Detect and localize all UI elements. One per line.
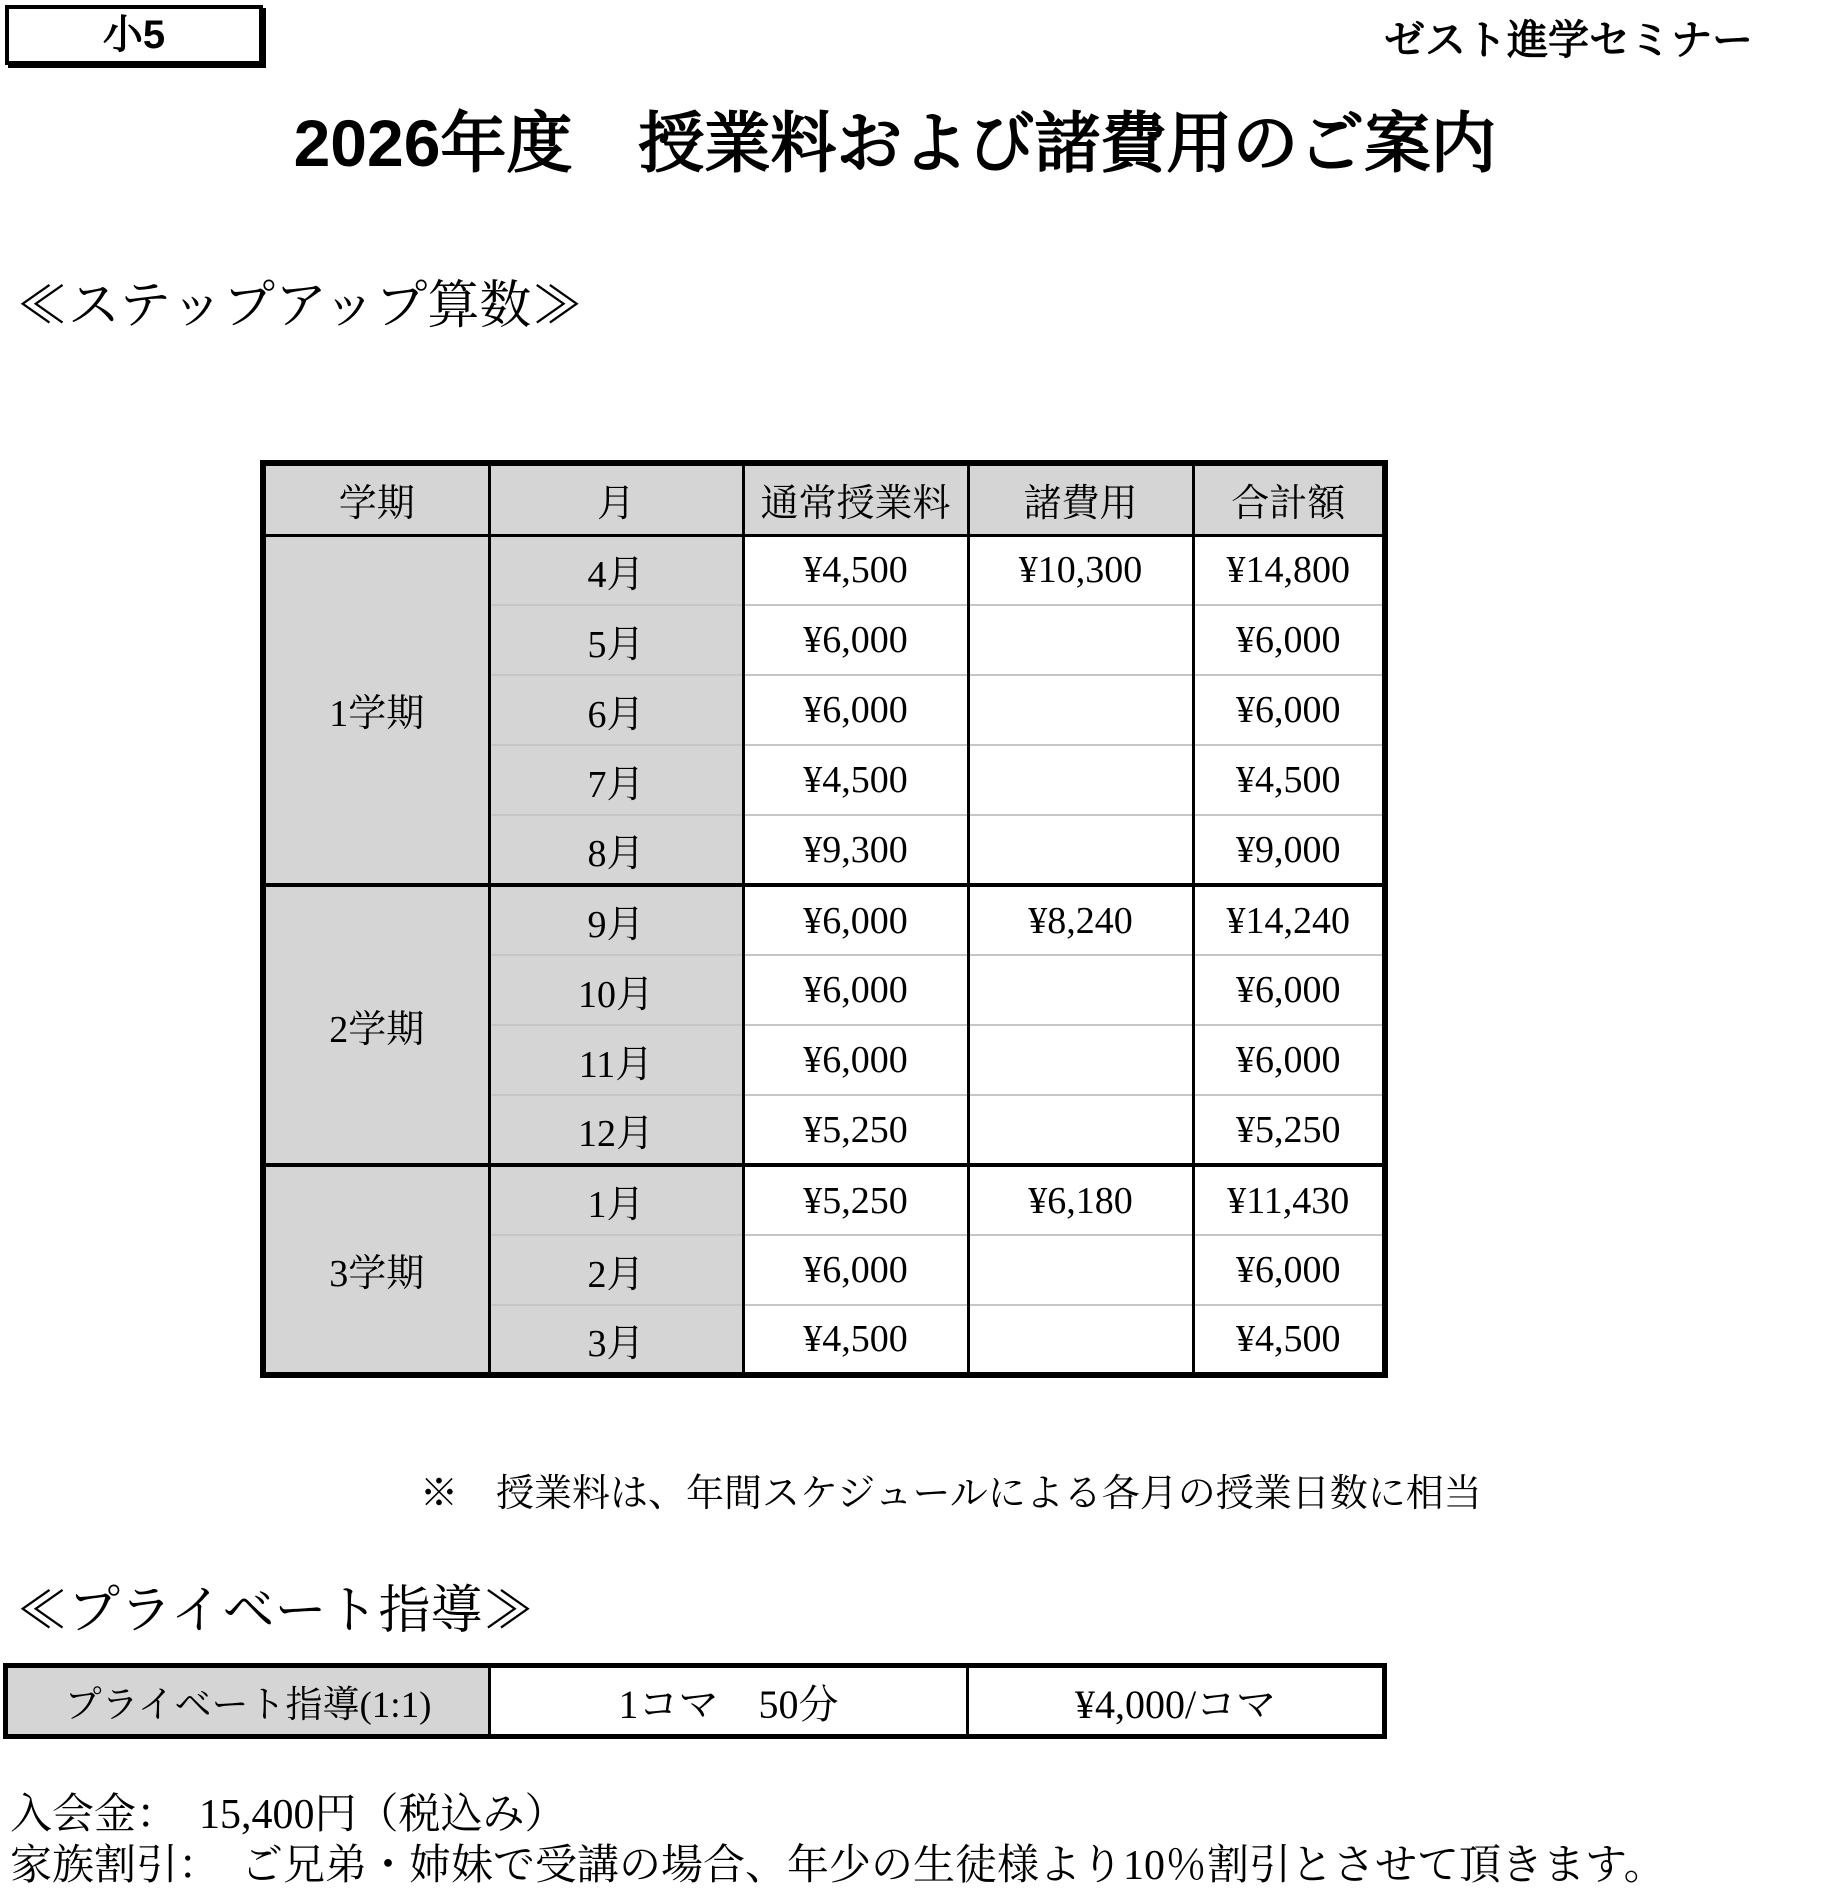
section-heading-stepup: ≪ステップアップ算数≫ [16,278,584,335]
tuition-cell: ¥9,300 [743,815,968,885]
col-header-misc-fee: 諸費用 [968,463,1193,535]
month-cell: 4月 [489,535,743,605]
misc-fee-cell [968,1095,1193,1165]
tuition-cell: ¥5,250 [743,1095,968,1165]
misc-fee-cell: ¥10,300 [968,535,1193,605]
month-cell: 8月 [489,815,743,885]
month-cell: 6月 [489,675,743,745]
misc-fee-cell [968,955,1193,1025]
section-heading-private: ≪プライベート指導≫ [16,1583,535,1640]
tuition-cell: ¥6,000 [743,1235,968,1305]
month-cell: 2月 [489,1235,743,1305]
fee-table-header-row [263,463,1385,535]
misc-fee-cell [968,1235,1193,1305]
family-discount-line: 家族割引： ご兄弟・姉妹で受講の場合、年少の生徒様より10％割引とさせて頂きます。 [10,1843,1666,1890]
misc-fee-cell: ¥8,240 [968,885,1193,955]
term-cell: 2学期 [263,885,489,1165]
total-cell: ¥6,000 [1193,955,1385,1025]
private-table [3,1663,1387,1739]
private-price-cell: ¥4,000/コマ [968,1666,1385,1737]
misc-fee-cell [968,1305,1193,1375]
misc-fee-cell: ¥6,180 [968,1165,1193,1235]
month-cell: 11月 [489,1025,743,1095]
misc-fee-cell [968,675,1193,745]
tuition-cell: ¥4,500 [743,1305,968,1375]
total-cell: ¥6,000 [1193,1025,1385,1095]
fee-note: ※ 授業料は、年間スケジュールによる各月の授業日数に相当 [420,1473,1482,1515]
tuition-cell: ¥6,000 [743,675,968,745]
fee-table-body [263,535,1385,1375]
total-cell: ¥4,500 [1193,1305,1385,1375]
total-cell: ¥4,500 [1193,745,1385,815]
misc-fee-cell [968,815,1193,885]
col-header-tuition: 通常授業料 [743,463,968,535]
misc-fee-cell [968,605,1193,675]
private-table-row [6,1666,1385,1737]
col-header-month: 月 [489,463,743,535]
col-header-term: 学期 [263,463,489,535]
month-cell: 10月 [489,955,743,1025]
tuition-cell: ¥6,000 [743,885,968,955]
tuition-cell: ¥4,500 [743,535,968,605]
month-cell: 1月 [489,1165,743,1235]
month-cell: 3月 [489,1305,743,1375]
total-cell: ¥6,000 [1193,605,1385,675]
total-cell: ¥11,430 [1193,1165,1385,1235]
admission-fee-line: 入会金： 15,400円（税込み） [10,1792,567,1838]
term-cell: 1学期 [263,535,489,885]
total-cell: ¥14,800 [1193,535,1385,605]
total-cell: ¥6,000 [1193,675,1385,745]
tuition-cell: ¥4,500 [743,745,968,815]
col-header-total: 合計額 [1193,463,1385,535]
page-title: 2026年度 授業料および諸費用のご案内 [293,106,1497,180]
footer-notes [10,1790,1666,1892]
total-cell: ¥9,000 [1193,815,1385,885]
grade-badge [5,5,263,65]
tuition-cell: ¥6,000 [743,1025,968,1095]
tuition-cell: ¥6,000 [743,605,968,675]
fee-table [260,460,1388,1378]
month-cell: 12月 [489,1095,743,1165]
fee-table-row [263,1165,1385,1235]
total-cell: ¥5,250 [1193,1095,1385,1165]
total-cell: ¥6,000 [1193,1235,1385,1305]
tuition-cell: ¥5,250 [743,1165,968,1235]
misc-fee-cell [968,745,1193,815]
misc-fee-cell [968,1025,1193,1095]
total-cell: ¥14,240 [1193,885,1385,955]
grade-badge-label: 小5 [102,13,166,57]
school-name: ゼスト進学セミナー [1384,17,1753,63]
month-cell: 9月 [489,885,743,955]
private-duration-cell: 1コマ 50分 [490,1666,968,1737]
month-cell: 7月 [489,745,743,815]
term-cell: 3学期 [263,1165,489,1375]
fee-table-row [263,885,1385,955]
private-course-label: プライベート指導(1:1) [6,1666,490,1737]
tuition-cell: ¥6,000 [743,955,968,1025]
fee-table-row [263,535,1385,605]
month-cell: 5月 [489,605,743,675]
